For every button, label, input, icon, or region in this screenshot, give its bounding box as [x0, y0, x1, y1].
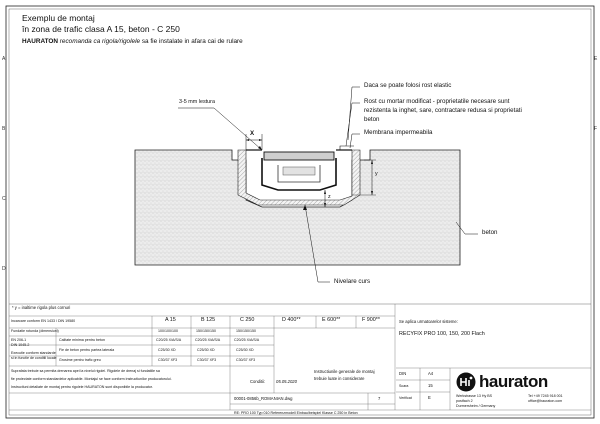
class-b125: B 125 — [201, 317, 216, 323]
company-phone: Tel +49 7245 918 001 — [528, 394, 563, 398]
instructions-1: Instructiunile generale de montaj — [314, 369, 375, 374]
company-mail: office@hauraton.com — [528, 399, 563, 403]
row0-v1: 150/150/150 — [196, 329, 216, 333]
grid-side-f: F — [594, 126, 598, 132]
grid-side-c: C — [2, 196, 6, 202]
din-value: A4 — [428, 371, 434, 376]
row1-v0: C20/25 X/A/S/A — [156, 338, 182, 342]
class-c250: C 250 — [240, 317, 255, 323]
fine-print-1: Suprafata trebuie sa permita drenarea apei la nivelul rigolei. Rigolele de drenaj si fundatiile sa — [11, 369, 160, 373]
side-block-1: EN 206-1 — [11, 338, 27, 342]
class-a15: A 15 — [165, 317, 176, 323]
title-line-2: în zona de trafic clasa A 15, beton - C 250 — [22, 24, 180, 34]
condition-date: 05.05.2020 — [276, 379, 297, 384]
dim-y-label: y — [375, 171, 378, 177]
joint-label: Daca se poate folosi rost elastic — [364, 82, 452, 89]
row3-v1: C30/37 XF3 — [197, 358, 217, 362]
note-rest: sa fie instalate in afara cai de rulare — [141, 38, 243, 45]
row-label-1: Calitate minima pentru beton — [59, 338, 105, 342]
mortar-label-2: rezistenta la inghet, sare, contractare redusa si proprietati — [364, 107, 522, 114]
row-label-0: Fundatie rotunda (dimensiuni) — [11, 329, 59, 333]
fine-print-2: fie proiectate conform standardelor aplicabile. Montajul se face conform instructiunilor producatorului. — [11, 377, 172, 381]
grid-side-b: B — [2, 126, 6, 132]
row0-v2: 150/150/150 — [236, 329, 256, 333]
footnote: * y = inaltime rigola plus cornuri — [12, 305, 71, 310]
row2-v2: C25/30 XD — [236, 348, 254, 352]
company-address-1: Werkstrasse 13 Hy BS — [456, 394, 493, 398]
fine-print-3: Instructiuni detaliate de montaj pentru rigolele HAURATON sunt disponibile la producator. — [11, 385, 153, 389]
row3-v0: C30/37 XF3 — [158, 358, 178, 362]
gap-label: 3-5 mm lestura — [179, 99, 215, 105]
row2-v0: C25/30 XD — [158, 348, 176, 352]
class-d400: D 400** — [282, 317, 301, 323]
row3-v2: C30/37 XF3 — [236, 358, 256, 362]
drawing-sheet: 7 — [378, 396, 381, 401]
product-label: Se aplica urmatoarelor sisteme: — [399, 319, 458, 324]
row1-v2: C20/25 X/A/S/A — [234, 338, 260, 342]
note — [22, 39, 243, 45]
hauraton-logo — [456, 372, 548, 392]
note-italic: recomanda ca rigola/rigolele — [59, 38, 141, 45]
side-block-4: si in functie de conditii locale — [11, 356, 57, 360]
instructions-2: trebuie luate in considerare — [314, 376, 365, 381]
scale-value: 15 — [428, 383, 433, 388]
title-line-1: Exemplu de montaj — [22, 13, 95, 23]
row1-v1: C20/25 X/A/S/A — [195, 338, 221, 342]
dim-x-label: X — [250, 130, 255, 137]
dim-z-label: z — [328, 194, 331, 200]
grid-side-e: E — [594, 56, 598, 62]
load-class-label: Incarcare conform EN 1433 / DIN 19580 — [11, 319, 76, 323]
product-name: RECYFIX PRO 100, 150, 200 Flach — [399, 331, 485, 337]
class-e600: E 600** — [322, 317, 341, 323]
leveling-label: Nivelare curs — [334, 278, 371, 285]
grid-side-a: A — [2, 56, 6, 62]
side-block-2: DIN 1045-2 — [11, 343, 30, 347]
checked-value: E — [428, 395, 431, 400]
hauraton-emblem-icon — [456, 372, 476, 392]
drawing-number: 00001-0856b_ROMANIAN.dwg — [234, 396, 293, 401]
company-address-2: postfach 2 — [456, 399, 473, 403]
grating — [264, 152, 334, 160]
bottom-line: RE: PRO 100 Typ 010 Referenzmodell Einbau/beispiel Klasse C 250 in Beton — [234, 411, 358, 415]
side-block-3: Executie conform standarde — [11, 351, 56, 355]
note-brand: HAURATON — [22, 38, 58, 45]
scale-label: Scara — [399, 384, 409, 388]
logo-text: hauraton — [479, 372, 548, 391]
row0-v0: 100/100/100 — [158, 329, 178, 333]
class-f900: F 900** — [362, 317, 380, 323]
row2-v1: C25/30 XD — [197, 348, 215, 352]
membrane-label: Membrana impermeabila — [364, 129, 433, 136]
mortar-label-3: beton — [364, 116, 380, 123]
row-label-3: Grosime pentru trafic greu — [59, 358, 101, 362]
checked-label: Verificat — [399, 396, 412, 400]
row-label-2: Fie de beton pentru partea laterala — [59, 348, 115, 352]
mortar-label-1: Rost cu mortar modificat - proprietatile necesare sunt — [364, 98, 510, 105]
din-label: DIN — [399, 371, 407, 376]
grid-side-d: D — [2, 266, 6, 272]
concrete-label: beton — [482, 229, 498, 236]
condition-label: Conditii: — [250, 379, 266, 384]
company-address-3: Durmersheim / Germany — [456, 404, 496, 408]
